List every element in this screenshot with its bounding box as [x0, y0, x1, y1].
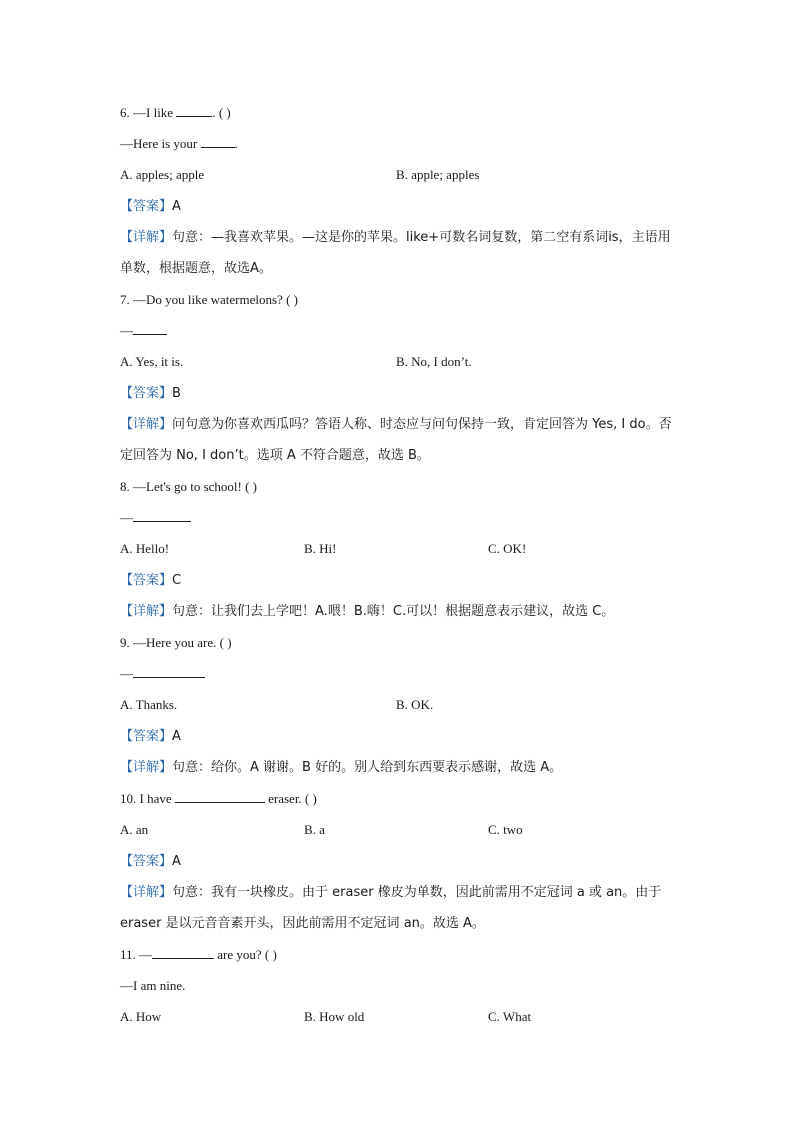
q11-option-c: C. What — [488, 1009, 532, 1024]
q9-option-b: B. OK. — [396, 697, 434, 712]
q8-option-a: A. Hello! — [120, 541, 170, 556]
q7-answer — [120, 383, 181, 404]
answer-key-label: 【答案】 — [120, 573, 173, 588]
answer-key-label: 【答案】 — [120, 854, 173, 869]
q6-blank-2 — [201, 135, 235, 148]
q7-answer-value: B — [172, 386, 181, 401]
q10-stem-text: 10. I have — [120, 791, 175, 806]
q8-detail — [120, 596, 680, 627]
q7-stem: 7. —Do you like watermelons? ( ) — [120, 292, 298, 307]
q8-blank — [133, 509, 191, 522]
q10-answer — [120, 851, 181, 872]
answer-key-label: 【答案】 — [120, 199, 173, 214]
q10-option-a: A. an — [120, 822, 149, 837]
q11-option-a: A. How — [120, 1009, 162, 1024]
q9-answer — [120, 726, 181, 747]
q9-blank — [133, 665, 205, 678]
q6-line2-text: —Here is your — [120, 136, 201, 151]
q6-option-b: B. apple; apples — [396, 167, 480, 182]
q11-blank — [152, 946, 214, 959]
q8-option-c: C. OK! — [488, 541, 527, 556]
q8-stem: 8. —Let's go to school! ( ) — [120, 479, 258, 494]
q6-stem-tail: . ( ) — [212, 105, 231, 120]
detail-key-label: 【详解】 — [120, 230, 173, 245]
q6-line2 — [120, 134, 238, 154]
q11-stem-tail: are you? ( ) — [214, 947, 277, 962]
q6-detail-text: 句意：—我喜欢苹果。—这是你的苹果。like+可数名词复数，第二空有系词is，主语用单数，根据题意，故选A。 — [120, 230, 671, 276]
q8-line2-text: — — [120, 510, 133, 525]
q7-option-b: B. No, I don’t. — [396, 354, 472, 369]
q6-stem-text: 6. —I like — [120, 105, 177, 120]
q10-answer-value: A — [172, 854, 181, 869]
q10-stem-tail: eraser. ( ) — [264, 791, 317, 806]
q10-stem — [120, 789, 317, 809]
q9-line2-text: — — [120, 666, 133, 681]
detail-key-label: 【详解】 — [120, 760, 173, 775]
detail-key-label: 【详解】 — [120, 604, 173, 619]
q10-detail-text: 句意：我有一块橡皮。由于 eraser 橡皮为单数，因此前需用不定冠词 a 或 an。由于 eraser 是以元音音素开头，因此前需用不定冠词 an。故选 A。 — [120, 885, 662, 931]
answer-key-label: 【答案】 — [120, 729, 173, 744]
detail-key-label: 【详解】 — [120, 885, 173, 900]
q6-answer-value: A — [172, 199, 181, 214]
q6-blank-1 — [176, 104, 212, 117]
answer-key-label: 【答案】 — [120, 386, 173, 401]
q7-detail — [120, 409, 680, 471]
q6-detail — [120, 222, 680, 284]
q9-detail-text: 句意：给你。A 谢谢。B 好的。别人给到东西要表示感谢，故选 A。 — [172, 760, 563, 775]
q6-line2-tail: . — [234, 136, 238, 151]
q8-answer-value: C — [172, 573, 182, 588]
q7-blank — [133, 322, 167, 335]
q11-stem-text: 11. — — [120, 947, 153, 962]
detail-key-label: 【详解】 — [120, 417, 173, 432]
q9-line2 — [120, 664, 205, 684]
q10-detail — [120, 877, 680, 939]
q11-stem — [120, 945, 277, 965]
q7-option-a: A. Yes, it is. — [120, 354, 184, 369]
q9-stem: 9. —Here you are. ( ) — [120, 635, 232, 650]
q8-line2 — [120, 508, 191, 528]
q6-answer — [120, 196, 181, 217]
q8-detail-text: 句意：让我们去上学吧！A.喂！B.嗨！C.可以！根据题意表示建议，故选 C。 — [172, 604, 615, 619]
q8-answer — [120, 570, 181, 591]
q11-option-b: B. How old — [304, 1009, 365, 1024]
q9-option-a: A. Thanks. — [120, 697, 178, 712]
q9-answer-value: A — [172, 729, 181, 744]
q7-detail-text: 问句意为你喜欢西瓜吗？答语人称、时态应与问句保持一致，肯定回答为 Yes, I do。否定回答为 No, I don’t。选项 A 不符合题意，故选 B。 — [120, 417, 672, 463]
q9-detail — [120, 752, 680, 783]
q6-option-a: A. apples; apple — [120, 167, 205, 182]
q7-line2 — [120, 321, 167, 341]
q10-blank — [175, 790, 265, 803]
q11-line2: —I am nine. — [120, 978, 186, 993]
q10-option-b: B. a — [304, 822, 325, 837]
q7-line2-text: — — [120, 323, 133, 338]
q6-stem — [120, 103, 231, 123]
q10-option-c: C. two — [488, 822, 523, 837]
q8-option-b: B. Hi! — [304, 541, 337, 556]
